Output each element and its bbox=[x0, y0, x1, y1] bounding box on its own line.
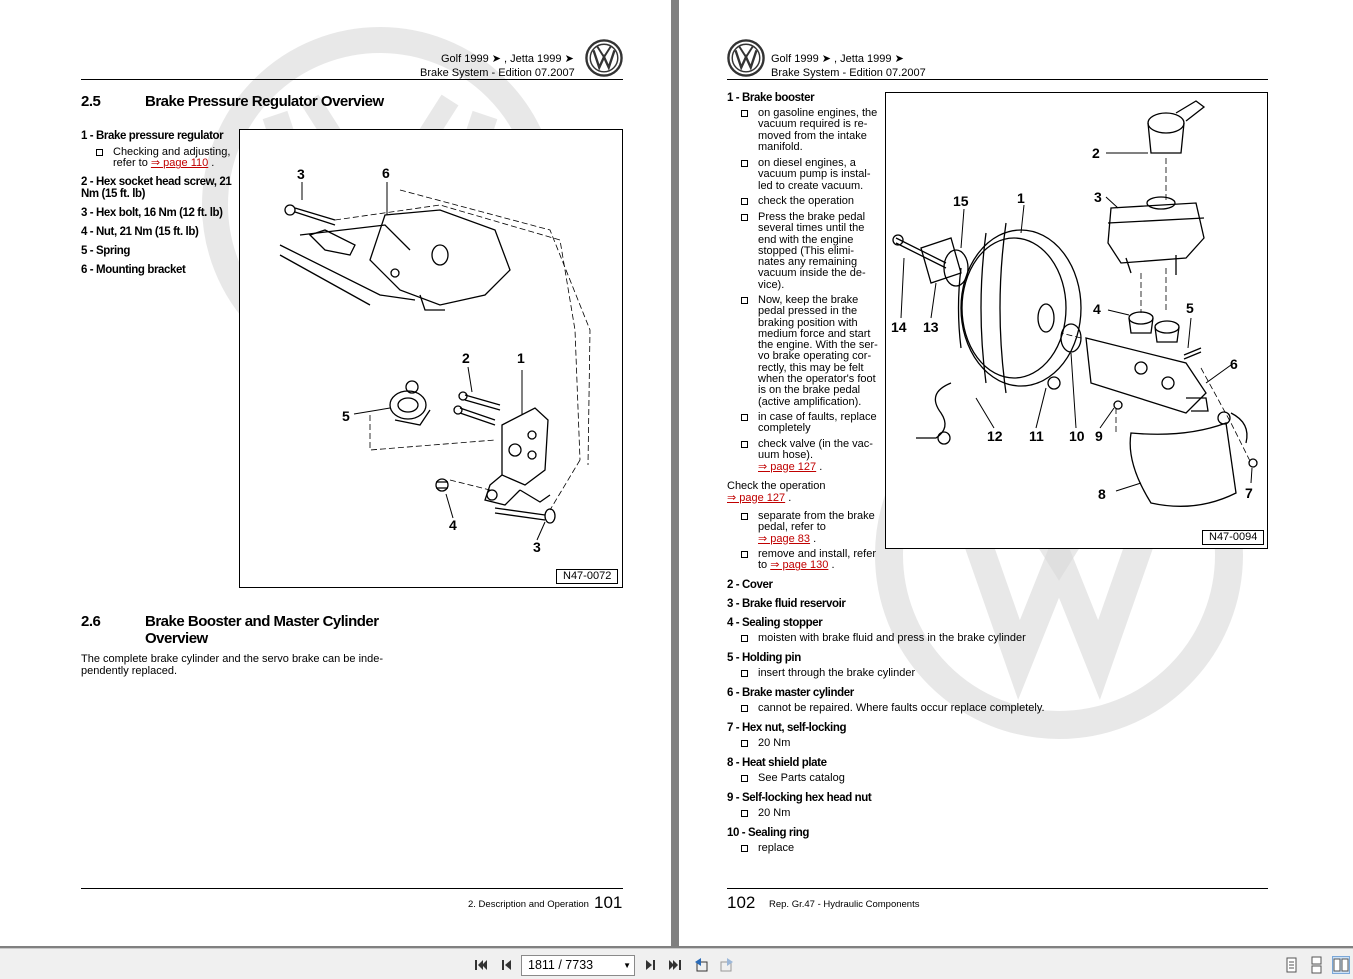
next-page-icon bbox=[641, 956, 659, 974]
viewer-toolbar bbox=[0, 948, 1353, 979]
figure-code: N47-0072 bbox=[556, 569, 618, 584]
legend-item: 3 - Hex bolt, 16 Nm (12 ft. lb) bbox=[81, 207, 223, 219]
page-link[interactable]: ⇒ page 83 bbox=[758, 532, 811, 545]
header-model: Golf 1999 ➤ , Jetta 1999 ➤ bbox=[441, 53, 574, 65]
subitem-line: several times until the bbox=[758, 222, 865, 235]
subitem-line: vacuum required is re- bbox=[758, 118, 868, 131]
checkbox-bullet-icon bbox=[741, 670, 748, 677]
checkbox-bullet-icon bbox=[741, 198, 748, 205]
legend-item: 6 - Brake master cylinder bbox=[727, 687, 854, 699]
subitem-line: pedal, refer to bbox=[758, 521, 826, 534]
check-operation-label: Check the operation bbox=[727, 480, 826, 492]
subitem-line: led to create vacuum. bbox=[758, 179, 864, 192]
exploded-diagram bbox=[886, 93, 1266, 547]
legend-item: 4 - Sealing stopper bbox=[727, 617, 823, 629]
footer-rule bbox=[81, 888, 623, 889]
subitem-line: moved from the intake bbox=[758, 129, 867, 142]
subitem-line: Press the brake pedal bbox=[758, 211, 866, 223]
subitem-text: 20 Nm bbox=[758, 737, 791, 749]
legend-item: 3 - Brake fluid reservoir bbox=[727, 598, 846, 610]
header-edition: Brake System - Edition 07.2007 bbox=[771, 67, 926, 79]
callout-label: 13 bbox=[923, 319, 939, 335]
subitem-line: vacuum inside the de- bbox=[758, 267, 866, 280]
callout-label: 2 bbox=[1092, 145, 1100, 161]
single-page-view-button[interactable] bbox=[1282, 956, 1300, 974]
intro-text bbox=[81, 654, 383, 677]
subitem-line: end with the engine bbox=[758, 233, 854, 246]
subitem-text: insert through the brake cylinder bbox=[758, 667, 916, 679]
callout-label: 4 bbox=[449, 517, 457, 533]
first-page-button[interactable] bbox=[472, 956, 490, 974]
last-page-icon bbox=[666, 956, 684, 974]
figure-code: N47-0094 bbox=[1202, 530, 1264, 545]
subitem-text: 20 Nm bbox=[758, 807, 791, 819]
checkbox-bullet-icon bbox=[741, 551, 748, 558]
exploded-diagram bbox=[240, 130, 621, 586]
subitem-text: moisten with brake fluid and press in the brake cylinder bbox=[758, 632, 1026, 644]
subitem-text: to bbox=[758, 559, 771, 572]
page-number: 101 bbox=[594, 893, 623, 912]
callout-label: 5 bbox=[342, 408, 350, 424]
header-model: Golf 1999 ➤ , Jetta 1999 ➤ bbox=[771, 53, 904, 65]
footer-text: Rep. Gr.47 - Hydraulic Components bbox=[769, 899, 920, 910]
checkbox-bullet-icon bbox=[741, 110, 748, 117]
check-operation-text bbox=[727, 481, 825, 504]
callout-label: 12 bbox=[987, 428, 1003, 444]
callout-label: 9 bbox=[1095, 428, 1103, 444]
page-number: 102 bbox=[727, 893, 756, 912]
subitem-text: See Parts catalog bbox=[758, 772, 845, 784]
page-102 bbox=[679, 0, 1353, 946]
checkbox-bullet-icon bbox=[741, 635, 748, 642]
callout-label: 6 bbox=[1230, 356, 1238, 372]
subitem-line: stopped (This elimi- bbox=[758, 244, 854, 257]
subitem-line: vacuum pump is instal- bbox=[758, 168, 871, 181]
legend-item: Nm (15 ft. lb) bbox=[81, 188, 146, 200]
subitem-line: vice). bbox=[758, 278, 785, 291]
legend-item: 5 - Holding pin bbox=[727, 652, 801, 664]
callout-label: 1 bbox=[1017, 190, 1025, 206]
subitem-line: when the operator's foot bbox=[758, 373, 876, 386]
legend-item: 2 - Cover bbox=[727, 579, 773, 591]
first-page-icon bbox=[472, 956, 490, 974]
figure-brake-pressure-regulator bbox=[239, 129, 623, 588]
checkbox-bullet-icon bbox=[741, 810, 748, 817]
figure-brake-booster-master-cylinder bbox=[885, 92, 1268, 549]
page-indicator: 1811 / 7733 bbox=[528, 958, 594, 972]
callout-label: 1 bbox=[517, 350, 525, 366]
legend-item: 10 - Sealing ring bbox=[727, 827, 810, 839]
subitem-line: check valve (in the vac- bbox=[758, 438, 873, 450]
subitem-text: replace bbox=[758, 842, 795, 854]
callout-label: 3 bbox=[1094, 189, 1102, 205]
continuous-view-button[interactable] bbox=[1307, 956, 1325, 974]
vw-logo-icon bbox=[727, 39, 765, 77]
callout-label: 8 bbox=[1098, 486, 1106, 502]
subitem-line: remove and install, refer bbox=[758, 548, 876, 560]
subitem-text: . bbox=[816, 460, 823, 473]
go-back-icon bbox=[692, 956, 710, 974]
single-page-icon bbox=[1282, 956, 1300, 974]
last-page-button[interactable] bbox=[666, 956, 684, 974]
subitem-text: . bbox=[828, 559, 835, 572]
legend-item: 1 - Brake booster bbox=[727, 92, 815, 104]
subitem-line: completely bbox=[758, 422, 811, 435]
subitem-line: medium force and start bbox=[758, 327, 871, 340]
subitem-text: refer to bbox=[113, 157, 151, 170]
page-101 bbox=[0, 0, 671, 946]
subitem-line: uum hose). bbox=[758, 449, 814, 462]
next-page-button[interactable] bbox=[641, 956, 659, 974]
subitem-line: vo brake operating cor- bbox=[758, 350, 872, 363]
callout-label: 10 bbox=[1069, 428, 1085, 444]
checkbox-bullet-icon bbox=[741, 740, 748, 747]
callout-label: 4 bbox=[1093, 301, 1101, 317]
go-back-button[interactable] bbox=[692, 956, 710, 974]
page-number-input[interactable] bbox=[521, 955, 635, 976]
legend-item: 5 - Spring bbox=[81, 245, 131, 257]
subitem-text: . bbox=[810, 532, 817, 545]
subitem-line: on diesel engines, a bbox=[758, 157, 856, 169]
checkbox-bullet-icon bbox=[741, 441, 748, 448]
subitem-line: (active amplification). bbox=[758, 395, 862, 408]
legend-item: 9 - Self-locking hex head nut bbox=[727, 792, 872, 804]
callout-label: 11 bbox=[1029, 428, 1044, 444]
subitem-line: in case of faults, replace bbox=[758, 411, 877, 423]
previous-page-button[interactable] bbox=[498, 956, 516, 974]
header-rule bbox=[81, 79, 623, 80]
legend-item: 8 - Heat shield plate bbox=[727, 757, 827, 769]
checkbox-bullet-icon bbox=[741, 705, 748, 712]
section-title bbox=[145, 613, 379, 647]
page-link[interactable]: ⇒ page 127 bbox=[758, 460, 817, 473]
page-link[interactable]: ⇒ page 110 bbox=[150, 157, 209, 170]
subitem-line: on gasoline engines, the bbox=[758, 107, 878, 119]
page-link[interactable]: ⇒ page 130 bbox=[770, 559, 829, 572]
callout-label: 7 bbox=[1245, 485, 1253, 501]
page-link[interactable]: ⇒ page 127 bbox=[727, 491, 786, 504]
facing-pages-view-button[interactable] bbox=[1332, 956, 1350, 974]
subitem-line: check the operation bbox=[758, 195, 855, 207]
subitem-text: . bbox=[208, 157, 215, 170]
legend-item: 6 - Mounting bracket bbox=[81, 264, 186, 276]
section-title-line: Overview bbox=[145, 630, 208, 647]
go-forward-button[interactable] bbox=[718, 956, 736, 974]
section-number: 2.6 bbox=[81, 613, 101, 630]
chevron-down-icon[interactable]: ▼ bbox=[623, 961, 631, 970]
checkbox-bullet-icon bbox=[741, 414, 748, 421]
callout-label: 5 bbox=[1186, 300, 1194, 316]
subitem-line: the engine. With the ser- bbox=[758, 339, 878, 352]
facing-pages-icon bbox=[1333, 957, 1349, 973]
section-title: Brake Pressure Regulator Overview bbox=[145, 93, 384, 110]
checkbox-bullet-icon bbox=[741, 297, 748, 304]
subitem-line: nates any remaining bbox=[758, 256, 858, 269]
checkbox-bullet-icon bbox=[741, 775, 748, 782]
callout-label: 14 bbox=[891, 319, 907, 335]
subitem-line: rectly, this may be felt bbox=[758, 361, 864, 374]
subitem-line: is on the brake pedal bbox=[758, 384, 861, 397]
continuous-page-icon bbox=[1307, 956, 1325, 974]
legend-item: 7 - Hex nut, self-locking bbox=[727, 722, 847, 734]
section-title-line: Brake Booster and Master Cylinder bbox=[145, 613, 379, 630]
section-number: 2.5 bbox=[81, 93, 101, 110]
checkbox-bullet-icon bbox=[741, 845, 748, 852]
checkbox-bullet-icon bbox=[741, 513, 748, 520]
callout-label: 15 bbox=[953, 193, 969, 209]
checkbox-bullet-icon bbox=[741, 160, 748, 167]
intro-line: The complete brake cylinder and the servo brake can be inde- bbox=[81, 653, 384, 665]
footer-rule bbox=[727, 888, 1268, 889]
subitem-line: manifold. bbox=[758, 140, 803, 153]
subitem-line: separate from the brake bbox=[758, 510, 875, 522]
footer-text: 2. Description and Operation bbox=[468, 899, 589, 910]
intro-line: pendently replaced. bbox=[81, 664, 178, 677]
checkbox-bullet-icon bbox=[96, 149, 103, 156]
legend-item: 2 - Hex socket head screw, 21 bbox=[81, 176, 232, 188]
previous-page-icon bbox=[498, 956, 516, 974]
subitem-text: Checking and adjusting, bbox=[113, 146, 231, 158]
subitem-text: . bbox=[785, 491, 792, 504]
vw-logo-icon bbox=[585, 39, 623, 77]
legend-item: 1 - Brake pressure regulator bbox=[81, 130, 224, 142]
subitem-line: braking position with bbox=[758, 316, 858, 329]
callout-label: 6 bbox=[382, 165, 390, 181]
checkbox-bullet-icon bbox=[741, 214, 748, 221]
subitem-line: Now, keep the brake bbox=[758, 294, 859, 306]
legend-item: 4 - Nut, 21 Nm (15 ft. lb) bbox=[81, 226, 199, 238]
subitem-text: cannot be repaired. Where faults occur replace completely. bbox=[758, 702, 1045, 714]
header-edition: Brake System - Edition 07.2007 bbox=[420, 67, 575, 79]
callout-label: 3 bbox=[533, 539, 541, 555]
callout-label: 2 bbox=[462, 350, 470, 366]
header-rule bbox=[727, 79, 1268, 80]
subitem-line: pedal pressed in the bbox=[758, 305, 858, 318]
callout-label: 3 bbox=[297, 166, 305, 182]
go-forward-icon bbox=[718, 956, 736, 974]
